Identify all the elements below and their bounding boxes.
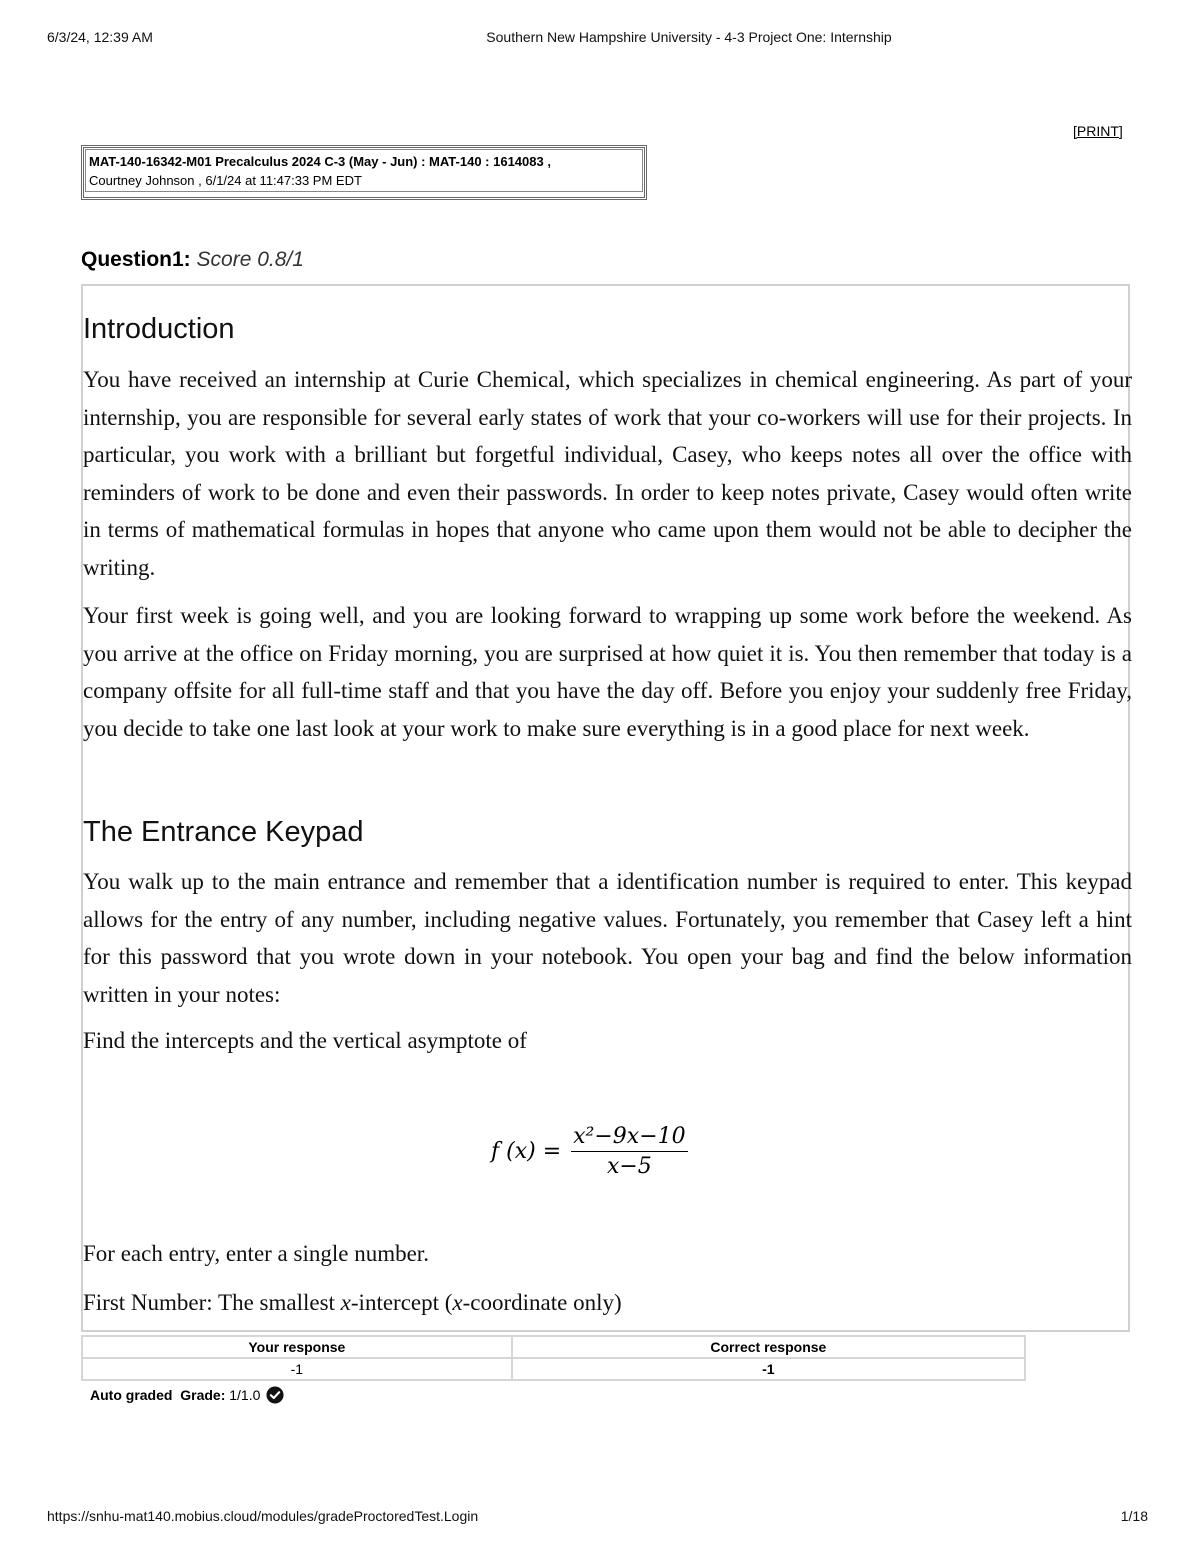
prompt-text-2: -intercept ( <box>350 1290 453 1315</box>
find-instruction: Find the intercepts and the vertical asymptote of <box>83 1028 527 1053</box>
print-datetime: 6/3/24, 12:39 AM <box>47 29 153 45</box>
prompt-text-3: -coordinate only) <box>462 1290 622 1315</box>
question-score: Score 0.8/1 <box>196 248 304 271</box>
header-correct-response: Correct response <box>513 1337 1024 1357</box>
formula-fraction <box>571 1124 688 1179</box>
prompt-var-x-1: x <box>340 1290 351 1315</box>
correct-response-cell: -1 <box>513 1359 1024 1379</box>
page-title: Southern New Hampshire University - 4-3 Project One: Internship <box>486 29 892 45</box>
intro-paragraph-1: You have received an internship at Curie Chemical, which specializes in chemical engineering. As part of your internship, you are responsible for several early states of work that your co-workers will use for their projects. In particular, you work with a brilliant but forgetful individual, Casey, who keeps notes all over the office with reminders of work to be done and even their passwords. In order to keep notes private, Casey would often write in terms of mathematical formulas in hopes that anyone who came upon them would not be able to decipher the writing. <box>83 367 1132 580</box>
grade-line <box>90 1386 284 1404</box>
course-info-box <box>81 145 647 200</box>
question-content <box>81 284 1130 1332</box>
prompt-text-1: First Number: The smallest <box>83 1290 341 1315</box>
grade-label: Grade: <box>180 1387 226 1403</box>
formula-lhs: f (x) = <box>491 1139 562 1164</box>
table-row <box>83 1359 1024 1379</box>
grade-value: 1/1.0 <box>229 1387 261 1403</box>
course-title: MAT-140-16342-M01 Precalculus 2024 C-3 (May - Jun) : MAT-140 : 1614083 , <box>89 154 551 169</box>
formula-denominator: x−5 <box>606 1154 652 1179</box>
section-heading-keypad: The Entrance Keypad <box>83 816 364 848</box>
response-table <box>81 1335 1026 1381</box>
check-circle-icon <box>266 1386 284 1404</box>
intro-paragraph-2: Your first week is going well, and you are looking forward to wrapping up some work before the weekend. As you arrive at the office on Friday morning, you are surprised at how quiet it is. You then remember that today is a company offsite for all full-time staff and that you have the day off. Before you enjoy your suddenly free Friday, you decide to take one last look at your work to make sure everything is in a good place for next week. <box>83 603 1132 741</box>
first-number-prompt <box>83 1290 622 1316</box>
section-heading-introduction: Introduction <box>83 313 235 345</box>
page-url: https://snhu-mat140.mobius.cloud/modules/gradeProctoredTest.Login <box>47 1508 479 1524</box>
table-header-row <box>83 1337 1024 1357</box>
function-formula <box>491 1124 688 1179</box>
keypad-paragraph: You walk up to the main entrance and remember that a identification number is required to enter. This keypad allows for the entry of any number, including negative values. Fortunately, you remember that Casey left a hint for this password that you wrote down in your notebook. You open your bag and find the below information written in your notes: <box>83 869 1132 1007</box>
header-your-response: Your response <box>83 1337 511 1357</box>
formula-numerator: x²−9x−10 <box>571 1124 688 1152</box>
prompt-var-x-2: x <box>452 1290 463 1315</box>
print-link[interactable]: [PRINT] <box>1073 123 1123 139</box>
question-heading <box>81 248 304 272</box>
entry-instruction: For each entry, enter a single number. <box>83 1241 429 1266</box>
page-number: 1/18 <box>1120 1508 1148 1524</box>
submission-info: Courtney Johnson , 6/1/24 at 11:47:33 PM EDT <box>89 173 362 188</box>
your-response-cell: -1 <box>83 1359 511 1379</box>
auto-graded-label: Auto graded <box>90 1387 173 1403</box>
question-label: Question1: <box>81 248 191 271</box>
